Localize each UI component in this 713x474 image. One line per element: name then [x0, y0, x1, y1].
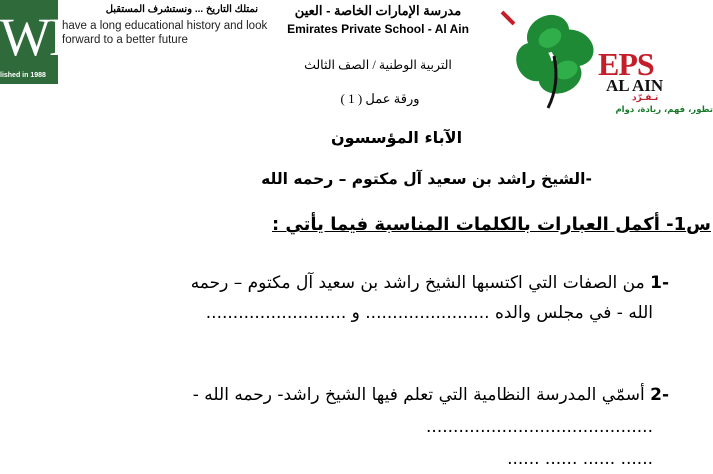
item-text: من الصفات التي اكتسبها الشيخ راشد بن سعيد آل مكتوم – رحمه [190, 273, 645, 293]
we-tagline-ar: نمتلك التاريخ ... ونستشرف المستقبل [105, 4, 258, 15]
item-number: -2 [650, 385, 669, 405]
worksheet-number: ورقة عمل ( 1 ) [340, 91, 420, 106]
eps-tag: تـفـرّد [632, 93, 659, 103]
eps-brand: EPS [598, 46, 654, 82]
item-text: أسمّي المدرسة النظامية التي تعلم فيها الشيخ راشد- رحمه الله - [192, 385, 645, 405]
page-subtitle: الشيخ راشد بن سعيد آل مكتوم – رحمه الله- [261, 170, 592, 188]
school-name-ar: مدرسة الإمارات الخاصة - العين [294, 3, 462, 18]
eps-values: تطور، فهم، ريادة، دوام [615, 105, 713, 115]
page-title: الآباء المؤسسون [330, 128, 463, 147]
question-item-2-blank: .......................................... [426, 417, 653, 437]
school-name-en: Emirates Private School - Al Ain [287, 22, 469, 36]
question-item-1 [29, 268, 669, 298]
partial-line: ...... ...... ...... ...... [507, 449, 653, 469]
we-established: lished in 1988 [0, 72, 46, 79]
we-tagline-en: have a long educational history and look forward to a better future [62, 20, 268, 46]
item-number: -1 [650, 273, 669, 293]
we-logo: WE [0, 0, 58, 84]
subject-grade: التربية الوطنية / الصف الثالث [304, 58, 452, 72]
question-item-1-blanks: الله - في مجلس والده ....................... و .......................... [205, 303, 653, 323]
question-item-2 [29, 380, 669, 410]
question-heading: س1- أكمل العبارات بالكلمات المناسبة فيما يأتي : [271, 214, 711, 235]
eps-city: AL AIN [606, 76, 664, 95]
